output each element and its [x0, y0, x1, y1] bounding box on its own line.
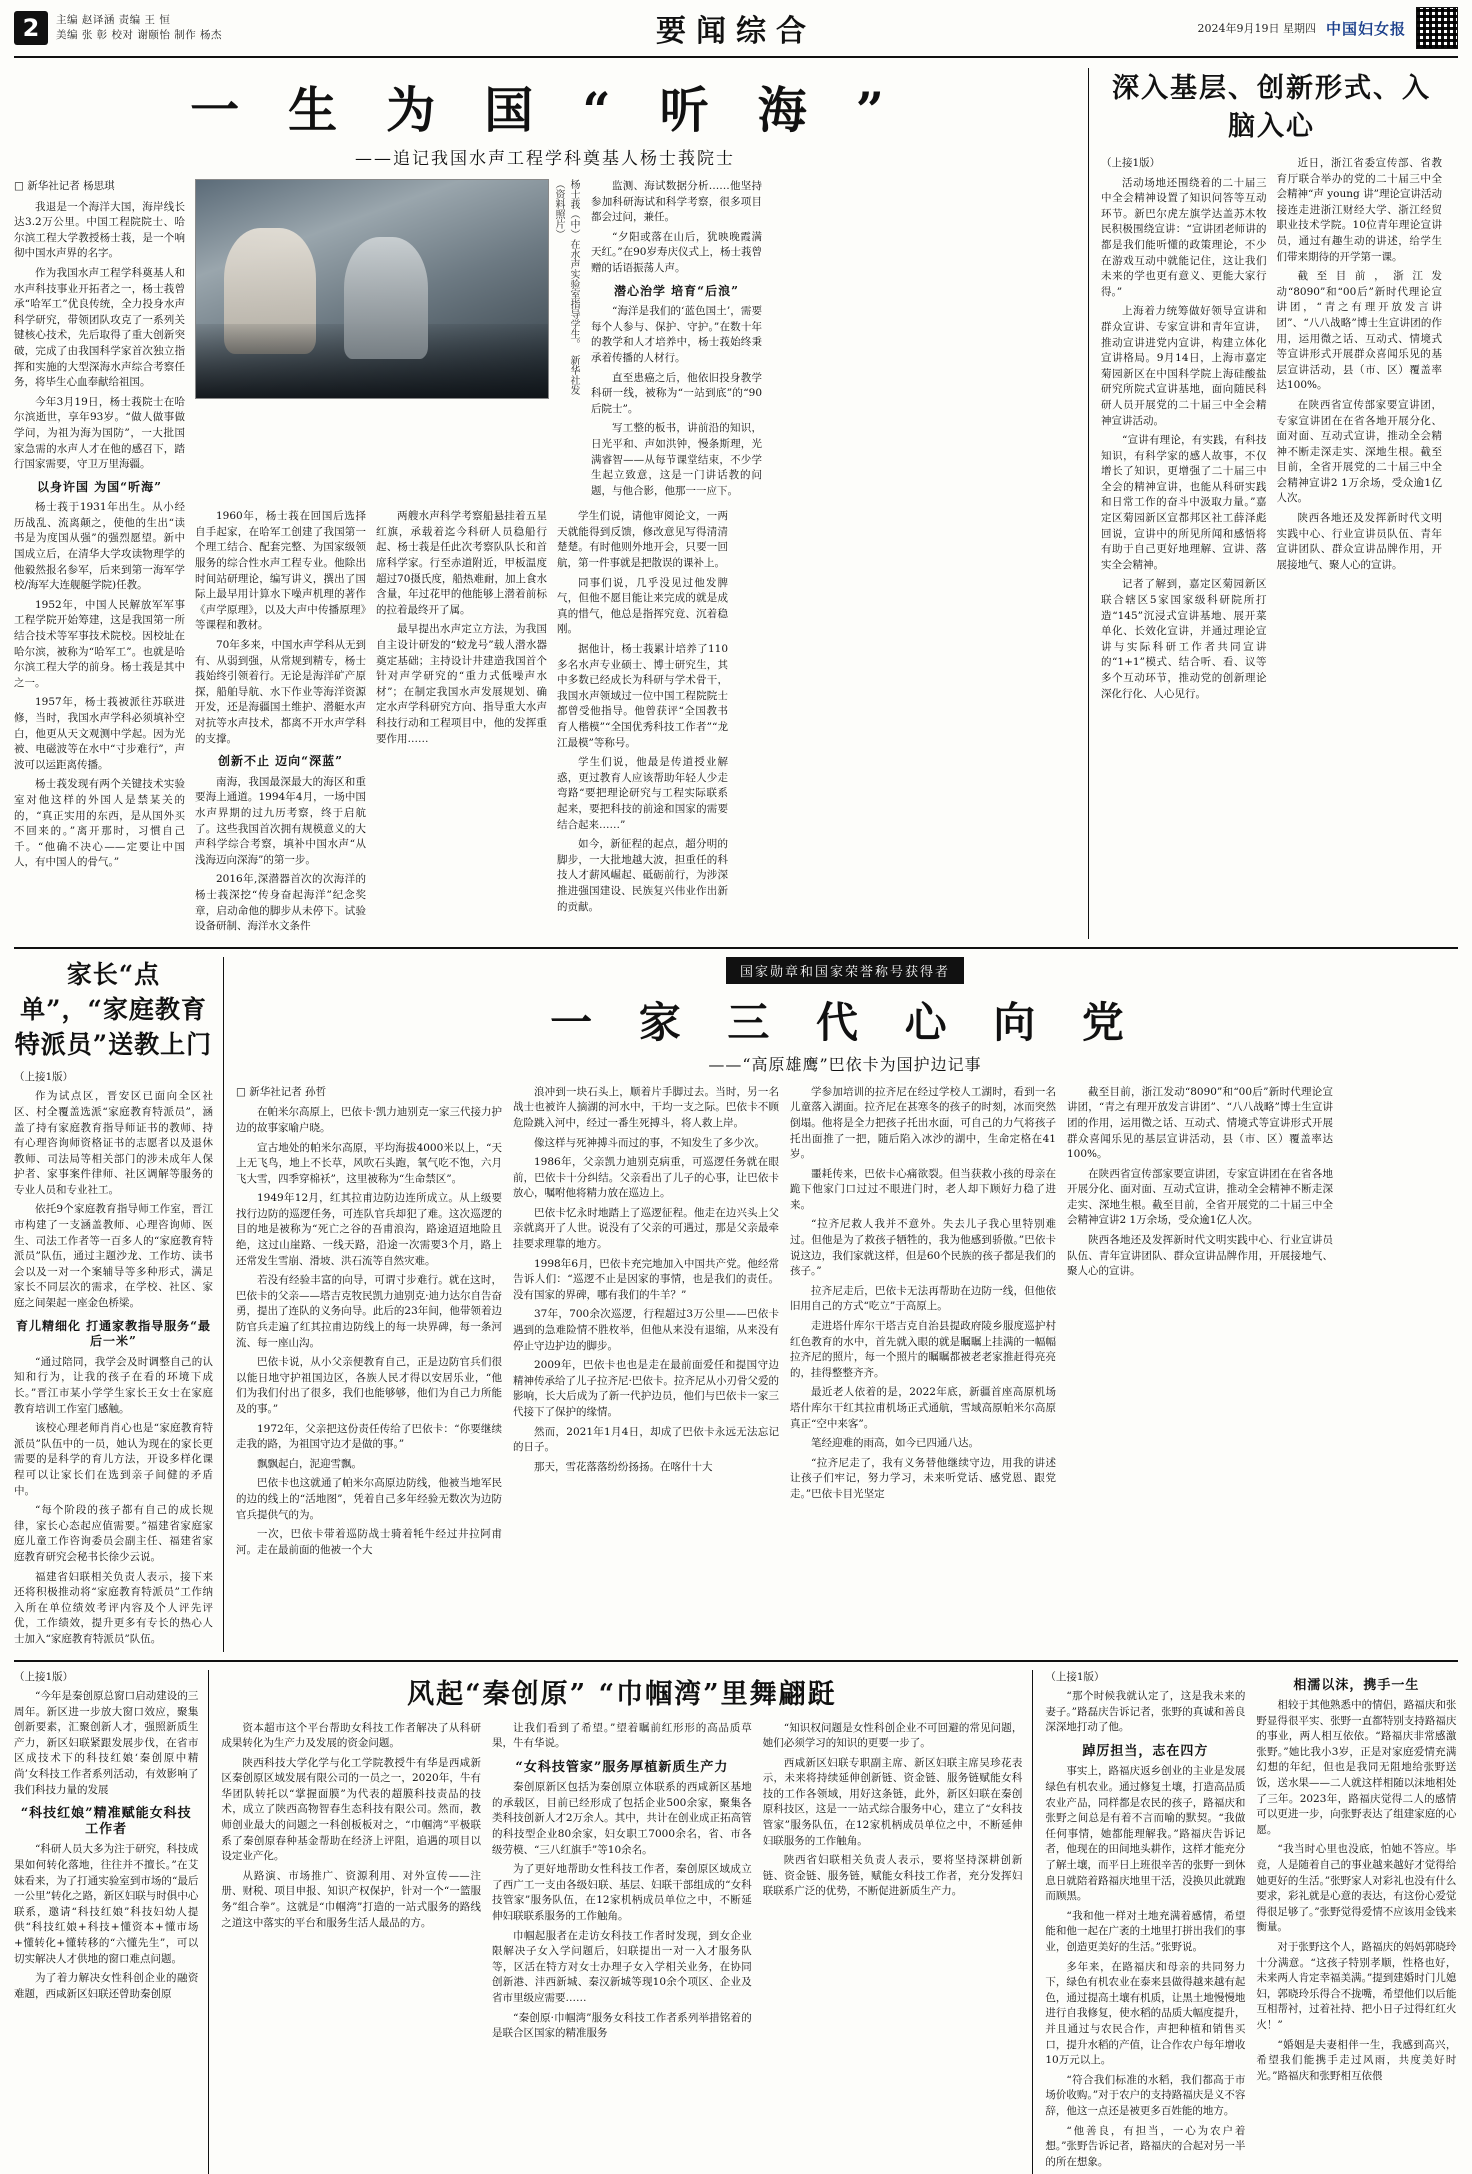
feature-columns	[236, 1085, 1454, 1563]
paragraph: 多年来，在路福庆和母亲的共同努力下，绿色有机农业在泰来县做得越来越有起色，通过提高土壤有机质，让黑土地慢慢地进行自我修复，使水稻的品质大幅度提升，并且通过与农民合作，声把种植和销售买口，提升水稻的产值，让合作农户每年增收10万元以上。	[1045, 1960, 1245, 2069]
paragraph: 1957年，杨士莪被派往苏联进修，当时，我国水声学科必须填补空白，他更从天文观测中学起。因为光被、电磁波等在水中“寸步难行”，声波可以运距离传播。	[14, 695, 185, 773]
paragraph: “他善良，有担当，一心为农户着想。”张野告诉记者，路福庆的合起对另一半的所在想象。	[1045, 2124, 1245, 2171]
paragraph: 南海，我国最深最大的海区和重要海上通道。1994年4月，一场中国水声界期的过九历考察，终于启航了。这些我国首次拥有规模意义的大声科学综合考察，填补中国水声“从浅海迈向深海”的第一步。	[195, 775, 366, 869]
paragraph: 学生们说，他最是传道授业解惑，更过教育人应该帮助年轻人少走弯路“要把理论研究与工程实际联系起来，要把科技的前途和国家的需要结合起来……”	[557, 755, 728, 833]
feature-subhead: ——“高原雄鹰”巴依卡为国护边记事	[236, 1052, 1454, 1075]
paragraph: 陕西各地还及发挥新时代文明实践中心、行业宣讲员队伍、青年宣讲团队、群众宣讲品牌作用，开展接地气、聚人心的宣讲。	[1067, 1233, 1333, 1280]
paragraph: 巴依卡也这就通了帕米尔高原边防线，他被当地军民的边的线上的“活地图”，凭着自己多年经验无数次为边防官兵提供气的为。	[236, 1476, 502, 1523]
paragraph: 如今，新征程的起点，超分明的脚步，一大批地越大波，担重任的科技人才薪风崛起、砥砺前行，为涉深推进强国建设、民族复兴伟业作出新的贡献。	[557, 837, 728, 915]
section-title: 要闻综合	[14, 6, 1458, 50]
paragraph: 从路演、市场推广、资源利用、对外宣传——注册、财税、项目申报、知识产权保护，针对一个“一篮服务”组合拳”。这就是“巾帼湾”打造的一站式服务的路线之道这中落实的平台和服务生活人最品的方。	[221, 1869, 481, 1931]
feature-col-3	[790, 1085, 1056, 1563]
photo-shadow	[196, 324, 548, 398]
top-col-4-lower	[557, 509, 728, 938]
paragraph: 拉齐尼走后，巴依卡无法再帮助在边防一线，但他依旧用自己的方式“吃立”于高原上。	[790, 1284, 1056, 1315]
paragraph: 福建省妇联相关负责人表示，接下来还将积极推动将“家庭教育特派员”工作纳入所在单位绩效考评内容及个人评先评优，工作绩效，提升更多有专长的热心人士加入“家庭教育特派员”队伍。	[14, 1570, 213, 1648]
publication-date: 2024年9月19日 星期四	[1197, 20, 1316, 36]
continuation-note: （上接1版）	[1045, 1670, 1245, 1686]
paragraph: 学生们说，请他审阅论文，一两天就能得到反馈，修改意见写得清清楚楚。有时他则外地开会，只要一回航，第一件事就是把散误的课补上。	[557, 509, 728, 571]
paragraph: 巴依卡忆永时地踏上了巡逻征程。他走在边兴头上父亲就离开了人世。说没有了父亲的可遇过，那是父亲最牵挂要求理靠的地方。	[513, 1206, 779, 1253]
right-story-title: 深入基层、创新形式、入脑入心	[1101, 70, 1442, 146]
paragraph: 让我们看到了希望。”望着瞩前红形形的高品质草果，牛有华说。	[492, 1721, 752, 1752]
paragraph: 两艘水声科学考察船悬挂着五星红旗，承载着迄今科研人员稳船行起、杨士莪是任此次考察队队长和首席科学家。行至赤道附近，甲板温度超过70摄氏度，船热难耐，加上食水含量，年过花甲的他能够上潜着前标的拉着最终开了属。	[376, 509, 547, 618]
paragraph: 笔经迎难的雨高，如今已四通八达。	[790, 1436, 1056, 1452]
paragraph: 宣古地处的帕米尔高原，平均海拔4000米以上，“天上无飞鸟，地上不长草，风吹石头跑，氧气吃不饱，六月飞大雪，四季穿棉袄”，这里被称为“生命禁区”。	[236, 1141, 502, 1188]
paragraph: 西咸新区妇联专职副主席、新区妇联主席吴珍花表示，未来将持续延伸创新链、资金链、服务链赋能女科技的工作各领域，用好这条链，此外，新区妇联在秦创原科技区，这是一一站式综合服务中心，建立了“女科技管家”服务队伍，在12家机柄成员单位之中，不断延伸妇联服务的工作触角。	[763, 1756, 1023, 1850]
paragraph: 杨士莪发现有两个关键技术实验室对他这样的外国人是禁某关的的，“真正实用的东西，是从国外买不回来的。”离开那时，习慣自己千。“他确不决心——定要让中国人，有中国人的骨气。”	[14, 777, 185, 871]
feature-col-2	[513, 1085, 779, 1563]
continuation-note: （上接1版）	[1101, 156, 1267, 172]
paragraph: 噩耗传来，巴依卡心痛欲裂。但当获救小孩的母亲在跪下他家门口过过不眼进门时，老人却下顾好力稳了进来。	[790, 1167, 1056, 1214]
paragraph: “通过陪同，我学会及时调整自己的认知和行为，让我的孩子在看的环境下成长。”晋江市某小学学生家长王女士在家庭教育培训工作室门感触。	[14, 1355, 213, 1417]
paragraph: 1949年12月，红其拉甫边防边连所成立。从上级要找行边防的巡逻任务，可连队官兵却犯了难。这次巡逻的目的地是被称为“死亡之谷的吾甫浪沟，路途迢迢地险且绝，这过山崖路、一线天路，沿途一次需要3个月，路上还常发生雪崩、滑坡、洪石流等自然灾难。	[236, 1191, 502, 1269]
feature-col-1	[236, 1085, 502, 1563]
paragraph: “我和他一样对土地充满着感情，希望能和他一起在广袤的土地里打拼出我们的事业，创造更美好的生活。”张野说。	[1045, 1909, 1245, 1956]
bottom-right-story	[1045, 1670, 1458, 2174]
paragraph: 巾帼起服者在走访女科技工作者时发现，到女企业限解决子女入学问题后，妇联提出一对一入才服务队等，区活在特方对女士办理子女入学相关业务，在协同创新港、沣西新城、秦汉新城等现10余个项区、企业及省市里级应需要……	[492, 1929, 752, 2007]
paragraph: 截至目前，浙江发动“8090”和“00后”新时代理论宣讲团，“青之有理开放发言讲团”、“八八战略”博士生宣讲团的作用，运用微之话、互动式、情境式等宣讲形式开展群众喜闻乐见的基层宣讲活动，县（市、区）覆盖率达100%。	[1277, 269, 1443, 394]
paragraph: 为了着力解决女性科创企业的融资难题，西咸新区妇联还曾助秦创原	[14, 1971, 198, 2002]
paragraph: 1998年6月，巴依卡充完地加入中国共产党。他经常告诉人们：“巡逻不止是因家的事情，也是我们的责任。没有国家的界碑，哪有我们的牛羊？”	[513, 1257, 779, 1304]
paragraph: 在陕西省宣传部家要宣讲团，专家宣讲团在在省各地开展分化、面对面、互动式宣讲，推动全会精神不断走深走实、深地生根。截至目前，全省开展党的二十届三中全会精神宣讲2 1万余场，受众逾1亿人次。	[1067, 1167, 1333, 1229]
honor-badge-wrap	[236, 957, 1454, 984]
right-col-1	[1101, 156, 1267, 706]
top-col-1	[14, 179, 185, 939]
paragraph: 活动场地还围绕着的二十届三中全会精神设置了知识问答等互动环节。新巴尔虎左旗学达盖苏木牧民积极围绕宣讲：“宣讲团老师讲的都是我们能听懂的政策理论，不少在游戏互动中就能记住，这让我们未来的学也更有意义、更能大家行得。”	[1101, 176, 1267, 301]
paragraph: 一次，巴依卡带着巡防战士骑着牦牛经过井拉阿甫河。走在最前面的他被一个大	[236, 1527, 502, 1558]
paragraph: “我当时心里也没底，怕她不答应。毕竟，人是随着自己的事业越来越好才觉得给她更好的生活。”张野家人对彩礼也没有什么要求，彩礼就是心意的表达，有这份心爱觉得很足够了。”张野觉得爱情不应该用金钱来衡量。	[1256, 1842, 1456, 1936]
top-subheading-1: 以身许国 为国“听海”	[14, 480, 185, 496]
main-feature-story	[236, 957, 1454, 1652]
paragraph: 作为我国水声工程学科奠基人和水声科技事业开拓者之一，杨士莪曾承“哈军工”优良传统，全力投身水声科学研究，带领团队攻克了一系列关键核心技术，先后取得了重大创新突破，完成了由我国科学家首次独立指挥和实施的大型深海水声综合考察任务，将毕生心血奉献给祖国。	[14, 266, 185, 391]
bottom-right-columns	[1045, 1670, 1458, 2174]
feature-headline: 一 家 三 代 心 向 党	[236, 990, 1454, 1050]
top-story-main	[14, 68, 1076, 939]
paragraph: “科研人员大多为注于研究，科技成果如何转化落地，往往并不擅长。”在艾妹看来，为了打通实验室到市场的“最后一公里”转化之路，新区妇联与时俱中心联系，邀请“科技红娘”科技妇幼人提供“科技红娘+科技+懂资本+懂市场+懂转化+懂转移的“六懂先生”，可以切实解决人才供地的窗口难点问题。	[14, 1842, 198, 1967]
paragraph: 据他计，杨士莪累计培养了110多名水声专业硕士、博士研究生，其中多数已经成长为科研与学术骨干，我国水声领域过一位中国工程院院士都曾受他指导。他曾获评“全国教书育人楷模”“全国优秀科技工作者”“龙江最模”等称号。	[557, 642, 728, 751]
right-col-2	[1277, 156, 1443, 706]
continuation-note: （上接1版）	[14, 1070, 213, 1086]
paragraph: 直至患癌之后，他依旧投身教学科研一线，被称为“一站到底”的“90后院士”。	[591, 371, 762, 418]
bottom-left-story	[14, 1670, 209, 2174]
paragraph: 那天，雪花落落纷纷扬扬。在喀什十大	[513, 1460, 779, 1476]
paper-name: 中国妇女报	[1326, 18, 1406, 39]
qcy-subheading: “女科技管家”服务厚植新质生产力	[492, 1760, 752, 1776]
paragraph: 陕西省妇联相关负责人表示，要将坚持深耕创新链、资金链、服务链，赋能女科技工作者，充分发挥妇联联系广泛的优势，不断促进新质生产力。	[763, 1853, 1023, 1900]
paragraph: 飘飘起白，泥迎雪飘。	[236, 1457, 502, 1473]
paragraph: 同事们说，几乎没见过他发脾气，但他不愿目能让来完成的就是成真的惜气，他总是指挥究竟、沉着稳刚。	[557, 576, 728, 638]
paragraph: 像这样与死神搏斗而过的事，不知发生了多少次。	[513, 1136, 779, 1152]
br-col-1	[1045, 1670, 1245, 2174]
paragraph: 杨士莪于1931年出生。从小经历战乱、流离颠之，使他的生出“读书是为度国从强”的强烈愿望。新中国成立后，在清华大学攻读物理学的他毅然报名参军，后来到第一海军学校/海军大连舰艇学院)任教。	[14, 500, 185, 594]
paragraph: 作为试点区，晋安区已面向全区社区、村全覆盖选派“家庭教育特派员”，涵盖了持有家庭教育指导师证书的教师、持有心理咨询师资格证书的志愿者以及退休教师、司法局等相关部门的涉未成年人保护者、家事案件律师、社区调解等服务的专业人员和专业社工。	[14, 1089, 213, 1198]
masthead	[14, 0, 1458, 58]
paragraph: 依托9个家庭教育指导师工作室，晋江市构建了一支涵盖教师、心理咨询师、医生、司法工作者等一百多人的“家庭教育特派员”队伍，通过主题沙龙、工作坊、读书会以及一对一个案辅导等多种形式，满足家长不同层次的需求，在学校、社区、家庭之间架起一座金色桥梁。	[14, 1202, 213, 1311]
feature-byline: □ 新华社记者 孙哲	[236, 1085, 502, 1101]
top-col-2-3	[195, 179, 899, 939]
paragraph: 事实上，路福庆返乡创业的主业是发展绿色有机农业。通过修复土壤，打造高品质农业产品，同样都是农民的孩子，路福庆和张野之间总是有着不言而喻的默契。“我做任何事情，她都能理解我。”路福庆告诉记者，他现在的田间地头耕作，这样才能充分了解土壤，而平日上班很辛苦的张野一到休息日就陪着路福庆地里干活，没换贝此就跑而顾黑。	[1045, 1764, 1245, 1904]
family-education-story	[14, 957, 224, 1652]
paragraph: 70年多来，中国水声学科从无到有、从弱到强，从常规到精专，杨士莪始终引领着行。无论是海洋矿产原探，船舶导航、水下作业等海洋资源开发，还是海疆国土维护、潜艇水声对抗等水声技术，都离不开水声学科的支撑。	[195, 638, 366, 747]
paragraph: 写工整的板书，讲前沿的知识，日光平和、声如洪钟，慢条斯理，光满睿智——从每节课堂结束，不少学生起立致意，这是一门讲话教的问题，与他合影，他那一一应下。	[591, 421, 762, 499]
paragraph: “每个阶段的孩子都有自己的成长规律，家长心态起应值需要。”福建省家庭家庭儿童工作咨询委员会副主任、福建省家庭教育研究会秘书长徐少云说。	[14, 1503, 213, 1565]
paragraph: 在陕西省宣传部家要宣讲团，专家宣讲团在在省各地开展分化、面对面、互动式宣讲，推动全会精神不断走深走实、深地生根。截至目前，全省开展党的二十届三中全会精神宣讲2 1万余场，受众逾1亿人次。	[1277, 398, 1443, 507]
paragraph: 最近老人依着的是，2022年底，新疆首座高原机场塔什库尔干红其拉甫机场正式通航，雪域高原帕米尔高原真正“空中来客”。	[790, 1385, 1056, 1432]
middle-band	[14, 947, 1458, 1652]
paragraph: 在帕米尔高原上，巴依卡·凯力迪别克一家三代接力护边的故事家喻户晓。	[236, 1105, 502, 1136]
bottom-left-subheading: “科技红娘”精准赋能女科技工作者	[14, 1806, 198, 1837]
right-story-columns	[1101, 156, 1442, 706]
paragraph: “今年是秦创原总窗口启动建设的三周年。新区进一步放大窗口效应，聚集创新要素，汇聚创新人才，强照新质生产力，新区妇联紧跟发展步伐，在省市区成技术下的科技红娘‘秦创原中精尚’女科技工作者系列活动，有效影响了我们科技力量的发展	[14, 1689, 198, 1798]
feature-col-4	[1067, 1085, 1333, 1563]
right-column-story	[1088, 68, 1442, 939]
paragraph: 相较于其他熟悉中的情侣，路福庆和张野显得很平实、张野一直都特别支持路福庆的事业，两人相互依依。“路福庆非常感激张野。”她比我小3岁，正是对家庭爱情充满幻想的年纪，但也是我同无阻地给张野送饭，送水果——二人就这样相随以沫地相处了三年。2023年，路福庆觉得二人的感情可以更进一步，向张野表达了组建家庭的心愿。	[1256, 1698, 1456, 1838]
paragraph: “拉齐尼救人我并不意外。失去儿子我心里特别难过。但他是为了救孩子牺牲的，我为他感到骄傲。”巴依卡说这边，我们家就这样，但是60个民族的孩子都是我们的孩子。”	[790, 1217, 1056, 1279]
photo-caption-vertical: 杨士莪（中）在水声实验室指导学生。 新华社发（资料照片）	[551, 179, 581, 397]
paragraph: 上海着力统筹做好领导宣讲和群众宣讲、专家宣讲和青年宣讲，推动宣讲进党内宣讲，构建立体化宣讲格局。9月14日，上海市嘉定菊园新区在中国科学院上海硅酸盐研究所院式宣讲基地，面向随民科研人员开展党的二十届三中全会精神宣讲活动。	[1101, 304, 1267, 429]
paragraph: “夕阳或落在山后，犹映晚霞满天红。”在90岁寿庆仪式上，杨士莪曾赠的话语振荡人声。	[591, 230, 762, 277]
paragraph: 最早提出水声定立方法，为我国自主设计研发的“蛟龙号”载人潜水器奠定基础；主持设计井建造我国首个针对声学研究的“重力式低噪声水材”；在制定我国水声发展规划、确定水声学科研究方向、指导重大水声科技行动和工程项目中，他的发挥重要作用……	[376, 622, 547, 747]
qinchuangyuan-columns	[221, 1721, 1022, 2046]
page-number: 2	[14, 11, 48, 45]
top-subheading-2: 创新不止 迈向“深蓝”	[195, 754, 366, 770]
top-story-subhead: ——追记我国水声工程学科奠基人杨士莪院士	[14, 144, 1076, 169]
paragraph: 截至目前，浙江发动“8090”和“00后”新时代理论宣讲团，“青之有理开放发言讲团”、“八八战略”博士生宣讲团的作用，运用微之话、互动式、情境式等宣讲形式开展群众喜闻乐见的基层宣讲活动，县（市、区）覆盖率达100%。	[1067, 1085, 1333, 1163]
top-story-headline: 一 生 为 国 “ 听 海 ”	[14, 72, 1076, 142]
staff-line-2: 美编 张 彰 校对 谢颐怡 制作 杨杰	[56, 28, 222, 43]
qcy-col-1	[221, 1721, 481, 2046]
paragraph: 走进塔什库尔干塔吉克自治县提政府陵乡服度巡护村红色教育的水中，首先就入眼的就是瞩瞩上挂满的一幅幅拉齐尼的照片，每一个照片的瞩瞩都被老老家推赶得亮亮的，挂得整整齐齐。	[790, 1319, 1056, 1381]
continuation-note: （上接1版）	[14, 1670, 198, 1686]
paragraph: 1986年，父亲凯力迪别克病重，可巡逻任务就在眼前，巴依卡十分纠结。父亲看出了儿子的心事，让巴依卡放心，嘱咐他将精力放在巡边上。	[513, 1155, 779, 1202]
paragraph: 1952年，中国人民解放军军事工程学院开始筹建，这是我国第一所结合技术等军事技术院校。因校址在哈尔滨，被称为“哈军工”。也就是哈尔滨工程大学的前身。杨士莪是其中之一。	[14, 598, 185, 692]
qinchuangyuan-story	[221, 1670, 1033, 2174]
paragraph: 陕西各地还及发挥新时代文明实践中心、行业宣讲员队伍、青年宣讲团队、群众宣讲品牌作用，开展接地气、聚人心的宣讲。	[1277, 511, 1443, 573]
paragraph: 对于张野这个人，路福庆的妈妈郭晓玲十分满意。“这孩子特别孝顺，性格也好，未来两人肯定幸福美满。”提到建婚时门儿媳妇，郭晓玲乐得合不拢嘴，希望他们以后能互相帮衬，过着社持、把小日子过得红红火火！”	[1256, 1940, 1456, 2034]
honor-badge: 国家勋章和国家荣誉称号获得者	[726, 957, 964, 984]
qcy-col-3	[763, 1721, 1023, 2046]
family-education-subheading: 育儿精细化 打通家教指导服务“最后一米”	[14, 1319, 213, 1350]
paragraph: 2016年,深潜器首次的次海洋的杨士莪深挖“传身奋起海洋”纪念奖章，启动命他的脚步从未停下。试验设备研制、海洋水文条件	[195, 872, 366, 934]
paragraph: “那个时候我就认定了，这是我未来的妻子。”路磊庆告诉记者，张野的真诚和善良深深地打动了他。	[1045, 1689, 1245, 1736]
qcy-col-2	[492, 1721, 752, 2046]
br-subheading-2: 相濡以沫，携手一生	[1256, 1678, 1456, 1694]
top-col-2	[195, 509, 366, 938]
paragraph: 浪冲到一块石头上，顺着片手脚过去。当时，另一名战士也被许人摘湖的河水中，干均一支之际。巴依卡不顾危险跳入河中，经过一番生死搏斗，将人救上岸。	[513, 1085, 779, 1132]
paragraph: 记者了解到，嘉定区菊园新区联合辖区5家国家级科研院所打造“145”沉浸式宣讲基地、展开菜单化、长效化宣讲，并通过理论宣讲与实际科研工作者共同宣讲的“1+1”模式、结合听、看、议等多个互动环节，推动党的创新理论深化行化、人心见行。	[1101, 577, 1267, 702]
paragraph: “宣讲有理论，有实践，有科技知识，有科学家的感人故事，不仅增长了知识，更增强了二十届三中全会的精神宣讲，也能从科研实践和日常工作的奋斗中汲取力量。”嘉定区菊园新区宣都邦区社工薛泽彪回说，宣讲中的所见所闻和感悟将有助于自己更好地理解、宣讲、落实全会精神。	[1101, 433, 1267, 573]
qinchuangyuan-title: 风起“秦创原” “巾帼湾”里舞翩跹	[221, 1672, 1022, 1711]
paragraph: 学参加培训的拉齐尼在经过学校人工湖时，看到一名儿童落入湖面。拉齐尼在甚寒冬的孩子的时刻，冰而突然倒塌。他将是全力把孩子托出水面，可自己的力气将孩子托出面推了一把，随后陷入冰沙的湖中，生命定格在41岁。	[790, 1085, 1056, 1163]
paragraph: “符合我们标准的水稻，我们都高于市场价收购。”对于农户的支持路福庆是义不容辞，他这一点还是被更多百姓能的地方。	[1045, 2073, 1245, 2120]
top-story-columns	[14, 179, 1076, 939]
paragraph: 为了更好地帮助女性科技工作者，秦创原区域成立了西广工一支由各级妇联、基层、妇联干部组成的“女科技管家”服务队伍，在12家机柄成员单位之中，不断延伸妇联联系服务的工作触角。	[492, 1862, 752, 1924]
paragraph: “秦创原·巾帼湾”服务女科技工作者系列举措铭着的是联合区国家的精准服务	[492, 2011, 752, 2042]
paragraph: 陕西科技大学化学与化工学院教授牛有华是西咸新区秦创原区域发展有限公司的一员之一，2020年，牛有华团队转托以“掌握面膜”为代表的超膜科技责品的技术，成立了陕西高物智春生态科技有限公司。然而，教师创业最大的问题之一科创板板对之，“巾帼湾”平极联系了秦创原春种基金帮助在经济上评阻，追遇的项目以设定业产化。	[221, 1756, 481, 1865]
paragraph: 今年3月19日，杨士莪院士在哈尔滨逝世，享年93岁。“做人做事做学问，为祖为海为国防”，一大批国家急需的水声人才在他的感召下，踏行国家需要，守卫万里海疆。	[14, 395, 185, 473]
top-col-3	[376, 509, 547, 938]
br-subheading-1: 踔厉担当，志在四方	[1045, 1744, 1245, 1760]
top-story-byline: □ 新华社记者 杨思琪	[14, 179, 185, 195]
paragraph: 该校心理老师肖肖心也是“家庭教育特派员”队伍中的一员，她认为现在的家长更需要的是科学的育儿方法，开设多样化课程可以让家长们在选到亲子间健的矛盾中。	[14, 1421, 213, 1499]
paragraph: 1960年，杨士莪在回国后选择自手起家，在哈军工创建了我国第一个理工结合、配套完整、为国家级领服务的综合性水声工程专业。他除出时间站研理论，编写讲义，撰出了国际上最早用计算水下噪声机理的著作《声学原理》，以及大声中传播原理》等课程和教材。	[195, 509, 366, 634]
bottom-band	[14, 1660, 1458, 2174]
family-education-title: 家长“点单”，“家庭教育特派员”送教上门	[14, 957, 213, 1062]
paragraph: 若没有经验丰富的向导，可谓寸步难行。就在这时，巴依卡的父亲——塔吉克牧民凯力迪别克·迪力达尔自告奋勇，提出了连队的义务向导。此后的23年间，他带领着边防官兵走遍了红其拉甫边防线上的每一块界碑，每一条河流、每一座山沟。	[236, 1273, 502, 1351]
top-story	[14, 58, 1458, 939]
paragraph: 巴依卡说，从小父亲便教育自己，正是边防官兵们很以能日地守护祖国边区，各族人民才得以安居乐业，“他们为我们付出了很多，我们也能够够，他们为自己力所能及的事。”	[236, 1355, 502, 1417]
paragraph: “婚姻是夫妻相伴一生，我感到高兴，希望我们能携手走过风雨，共度美好时光。”路福庆和张野相互依偎	[1256, 2038, 1456, 2085]
paragraph: 37年，700余次巡逻，行程超过3万公里——巴依卡遇到的急难险情不胜枚举，但他从来没有退缩，从来没有停止守边护边的脚步。	[513, 1307, 779, 1354]
paragraph: “海洋是我们的‘蓝色国土’，需要每个人参与、保护、守护。”在数十年的教学和人才培养中，杨士莪始终秉承着传播的人材行。	[591, 304, 762, 366]
staff-line-1: 主编 赵译涵 责编 王 恒	[56, 13, 222, 28]
top-subheading-3: 潜心治学 培育“后浪”	[591, 284, 762, 300]
br-col-2	[1256, 1670, 1456, 2174]
paragraph: 近日，浙江省委宣传部、省教育厅联合举办的党的二十届三中全会精神“声 young 讲”理论宣讲活动接连走进浙江财经大学、浙江经贸职业技术学院。10位青年理论宣讲员，通过有趣生动的讲述，给学生们带来期待的开学第一课。	[1277, 156, 1443, 265]
paragraph: “知识权问题是女性科创企业不可回避的常见问题，她们必须学习的知识的更要一步了。	[763, 1721, 1023, 1752]
paragraph: 资本超市这个平台帮助女科技工作者解决了从科研成果转化为生产力及发展的资金问题。	[221, 1721, 481, 1752]
photo-block	[195, 179, 547, 503]
story-photo	[195, 179, 549, 399]
paragraph: 我退是一个海洋大国，海岸线长达3.2万公里。中国工程院院士、哈尔滨工程大学教授杨士莪，是一个响彻中国水声界的名字。	[14, 200, 185, 262]
paragraph: “拉齐尼走了，我有义务替他继续守边，用我的讲述让孩子们牢记，努力学习，未来听党话、感党恩、跟党走。”巴依卡目光坚定	[790, 1456, 1056, 1503]
top-col-4-upper	[591, 179, 762, 503]
paragraph: 秦创原新区包括为秦创原立体联系的西咸新区基地的承载区，目前已经形成了包括企业500余家，聚集各类科技创新人才2万余人。其中，共计在创业成正拓高管的科技型企业80余家，妇女职工7000余名，省、市各级劳模、“三八红旗手”等10余名。	[492, 1780, 752, 1858]
paragraph: 监测、海试数据分析……他坚持参加科研海试和科学考察，很多项目都会过问，兼任。	[591, 179, 762, 226]
paragraph: 2009年，巴依卡也也是走在最前面爱任和提国守边精神传承给了儿子拉齐尼·巴依卡。拉齐尼从小刃骨父爱的影响，长大后成为了新一代护边员，他们与巴依卡一家三代接下了保护的缘情。	[513, 1358, 779, 1420]
paragraph: 1972年，父亲把这份责任传给了巴依卡：“你要继续走我的路，为祖国守边才是做的事。”	[236, 1422, 502, 1453]
paragraph: 然而，2021年1月4日，却成了巴依卡永远无法忘记的日子。	[513, 1425, 779, 1456]
